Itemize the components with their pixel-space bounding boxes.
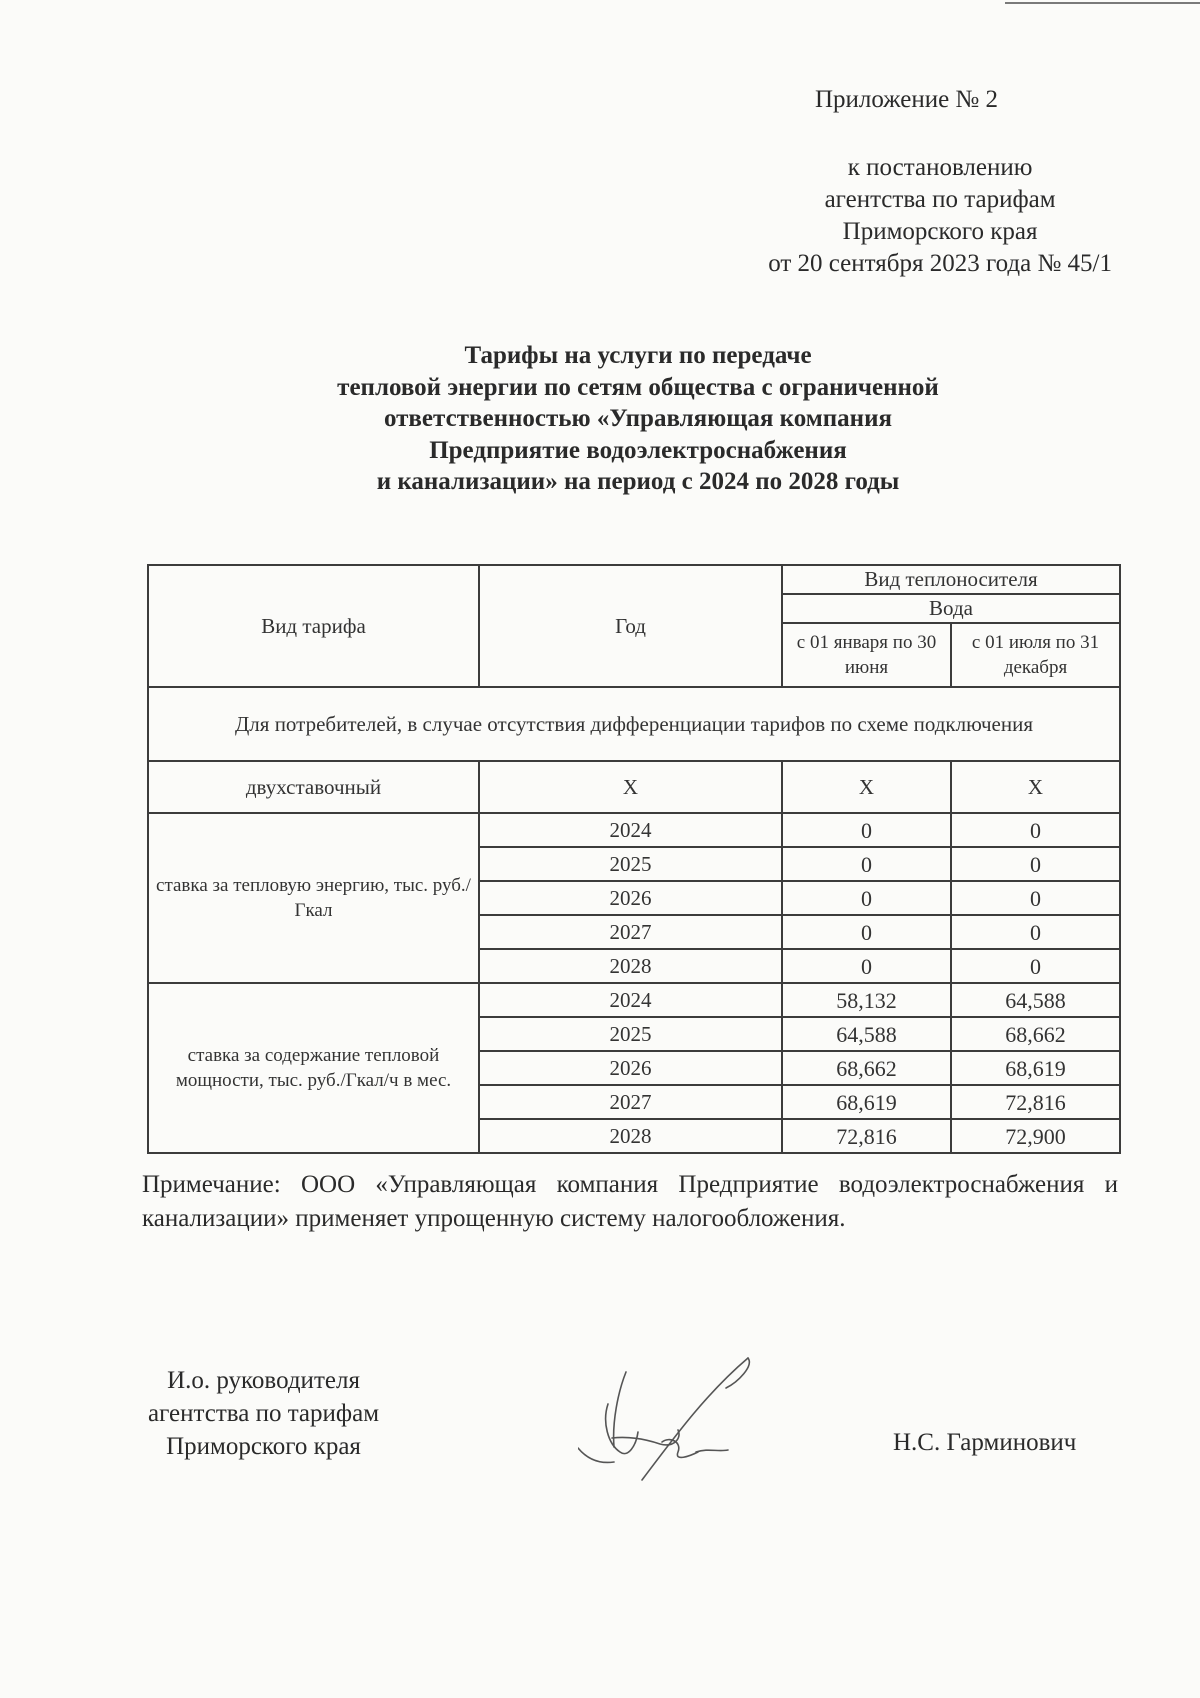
year-cell: 2025 (479, 1017, 782, 1051)
section-label: Для потребителей, в случае отсутствия дифференциации тарифов по схеме подключения (148, 687, 1120, 761)
value-cell: 0 (951, 915, 1120, 949)
value-cell: 0 (951, 847, 1120, 881)
year-cell: 2024 (479, 983, 782, 1017)
decree-reference-line: Приморского края (842, 218, 1038, 245)
header-period-2: с 01 июля по 31 декабря (951, 623, 1120, 687)
signer-position (148, 1364, 379, 1463)
value-cell: 0 (782, 881, 951, 915)
table-row (148, 761, 1120, 813)
energy-rate-label: ставка за тепловую энергию, тыс. руб./Гкал (148, 813, 479, 983)
value-cell: 0 (951, 881, 1120, 915)
header-heat-carrier: Вид теплоносителя (782, 565, 1120, 594)
value-cell: 68,619 (782, 1085, 951, 1119)
title-line: ответственностью «Управляющая компания (383, 405, 893, 432)
tax-note: Примечание: ООО «Управляющая компания Предприятие водоэлектроснабжения и канализации» применяет упрощенную систему налогообложения. (142, 1171, 1118, 1232)
title-line: Тарифы на услуги по передаче (464, 342, 812, 369)
title-line: и канализации» на период с 2024 по 2028 годы (376, 468, 900, 495)
value-cell: 0 (951, 949, 1120, 983)
value-cell: 68,619 (951, 1051, 1120, 1085)
year-cell: 2025 (479, 847, 782, 881)
year-cell: 2028 (479, 1119, 782, 1153)
year-cell: 2028 (479, 949, 782, 983)
two-rate-year: Х (479, 761, 782, 813)
handwritten-signature (578, 1352, 798, 1487)
decree-reference (768, 152, 1112, 280)
year-cell: 2026 (479, 881, 782, 915)
table-row (148, 983, 1120, 1017)
signer-line: агентства по тарифам (148, 1400, 380, 1427)
header-year: Год (479, 565, 782, 687)
value-cell: 0 (782, 847, 951, 881)
value-cell: 72,816 (951, 1085, 1120, 1119)
value-cell: 64,588 (951, 983, 1120, 1017)
two-rate-label: двухставочный (148, 761, 479, 813)
table-row (148, 813, 1120, 847)
decree-reference-line: к постановлению (847, 154, 1033, 181)
title-line: тепловой энергии по сетям общества с ограниченной (337, 373, 939, 401)
signer-name: Н.С. Гарминович (893, 1429, 1077, 1456)
year-cell: 2027 (479, 1085, 782, 1119)
table-header-row (148, 565, 1120, 594)
two-rate-p2: Х (951, 761, 1120, 813)
scan-edge-line (1005, 2, 1200, 4)
value-cell: 0 (782, 949, 951, 983)
section-row (148, 687, 1120, 761)
year-cell: 2024 (479, 813, 782, 847)
tariff-table (147, 564, 1121, 1154)
decree-reference-line: от 20 сентября 2023 года № 45/1 (768, 250, 1112, 277)
value-cell: 72,816 (782, 1119, 951, 1153)
value-cell: 68,662 (782, 1051, 951, 1085)
decree-reference-line: агентства по тарифам (824, 186, 1056, 213)
value-cell: 68,662 (951, 1017, 1120, 1051)
signer-line: Приморского края (166, 1433, 361, 1460)
two-rate-p1: Х (782, 761, 951, 813)
value-cell: 0 (782, 915, 951, 949)
title-line: Предприятие водоэлектроснабжения (429, 436, 847, 464)
value-cell: 72,900 (951, 1119, 1120, 1153)
header-tariff-type: Вид тарифа (148, 565, 479, 687)
value-cell: 0 (782, 813, 951, 847)
value-cell: 0 (951, 813, 1120, 847)
capacity-rate-label: ставка за содержание тепловой мощности, тыс. руб./Гкал/ч в мес. (148, 983, 479, 1153)
header-water: Вода (782, 594, 1120, 623)
appendix-number: Приложение № 2 (815, 86, 999, 113)
document-title (233, 340, 1043, 498)
year-cell: 2027 (479, 915, 782, 949)
header-period-1: с 01 января по 30 июня (782, 623, 951, 687)
year-cell: 2026 (479, 1051, 782, 1085)
value-cell: 64,588 (782, 1017, 951, 1051)
signer-line: И.о. руководителя (167, 1367, 360, 1394)
value-cell: 58,132 (782, 983, 951, 1017)
